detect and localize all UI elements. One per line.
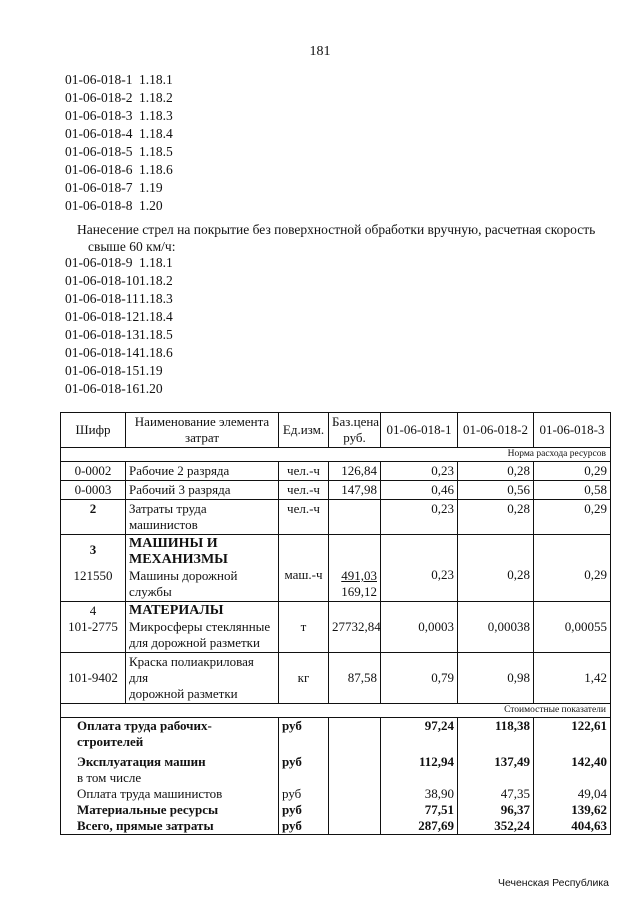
header-name: Наименование элемента затрат — [126, 413, 279, 448]
summary-machinist-pay-row: Оплата труда машинистов руб 38,90 47,35 49,04 — [61, 786, 611, 802]
list-item: 01-06-018-7 1.19 — [65, 180, 163, 195]
header-price: Баз.цена руб. — [329, 413, 381, 448]
list-item: 01-06-018-121.18.4 — [65, 309, 173, 324]
header-col3: 01-06-018-3 — [534, 413, 611, 448]
list-item: 01-06-018-151.19 — [65, 363, 163, 378]
summary-workers-row: Оплата труда рабочих- строителей руб 97,24 118,38 122,61 — [61, 718, 611, 751]
list-item: 01-06-018-1 1.18.1 — [65, 72, 173, 87]
table-row: 0-0003 Рабочий 3 разряда чел.-ч 147,98 0,46 0,56 0,58 — [61, 481, 611, 500]
norm-caption-row — [61, 448, 611, 462]
resource-table — [60, 412, 611, 835]
section-number: 3 — [89, 542, 97, 557]
description-paragraph: Нанесение стрел на покрытие без поверхностной обработки вручную, расчетная скорость свыше 60 км/ч: — [77, 222, 596, 254]
footer-region: Чеченская Республика — [498, 877, 609, 889]
list-item: 01-06-018-141.18.6 — [65, 345, 173, 360]
page-number: 181 — [309, 44, 331, 59]
header-unit: Ед.изм. — [279, 413, 329, 448]
cost-caption-row — [61, 704, 611, 718]
list-item: 01-06-018-4 1.18.4 — [65, 126, 173, 141]
header-cipher: Шифр — [61, 413, 126, 448]
summary-materials-row: Материальные ресурсы руб 77,51 96,37 139,62 — [61, 802, 611, 818]
list-item: 01-06-018-131.18.5 — [65, 327, 173, 342]
list-item: 01-06-018-161.20 — [65, 381, 163, 396]
materials-row: 4 101-2775 МАТЕРИАЛЫ Микросферы стеклянные для дорожной разметки т 27732,84 0,0003 0,00038 0,00055 — [61, 602, 611, 653]
code-list-2 — [65, 254, 173, 398]
header-col2: 01-06-018-2 — [458, 413, 534, 448]
cost-caption: Стоимостные показатели — [61, 704, 611, 718]
section-title: МАШИНЫ И — [129, 536, 218, 551]
table-row: 0-0002 Рабочие 2 разряда чел.-ч 126,84 0,23 0,28 0,29 — [61, 462, 611, 481]
list-item: 01-06-018-111.18.3 — [65, 291, 173, 306]
summary-including-row: в том числе — [61, 770, 611, 786]
list-item: 01-06-018-9 1.18.1 — [65, 255, 173, 270]
table-row: 101-9402 Краска полиакриловая для дорожной разметки кг 87,58 0,79 0,98 1,42 — [61, 653, 611, 704]
norm-caption: Норма расхода ресурсов — [61, 448, 611, 462]
table-header-row — [61, 413, 611, 448]
machines-row: 3 121550 МАШИНЫ И МЕХАНИЗМЫ Машины дорожной службы маш.-ч 491,03 169,12 0,23 0,28 0,29 — [61, 535, 611, 602]
list-item: 01-06-018-2 1.18.2 — [65, 90, 173, 105]
header-col1: 01-06-018-1 — [381, 413, 458, 448]
list-item: 01-06-018-5 1.18.5 — [65, 144, 173, 159]
list-item: 01-06-018-101.18.2 — [65, 273, 173, 288]
summary-total-row: Всего, прямые затраты руб 287,69 352,24 404,63 — [61, 818, 611, 835]
section-number: 4 — [89, 603, 97, 618]
code-list-1 — [65, 71, 173, 215]
machinists-row: 2 Затраты труда машинистов чел.-ч 0,23 0,28 0,29 — [61, 500, 611, 535]
summary-exploitation-row: Эксплуатация машин руб 112,94 137,49 142,40 — [61, 750, 611, 770]
list-item: 01-06-018-8 1.20 — [65, 198, 163, 213]
list-item: 01-06-018-3 1.18.3 — [65, 108, 173, 123]
list-item: 01-06-018-6 1.18.6 — [65, 162, 173, 177]
section-title: МАТЕРИАЛЫ — [129, 603, 224, 618]
